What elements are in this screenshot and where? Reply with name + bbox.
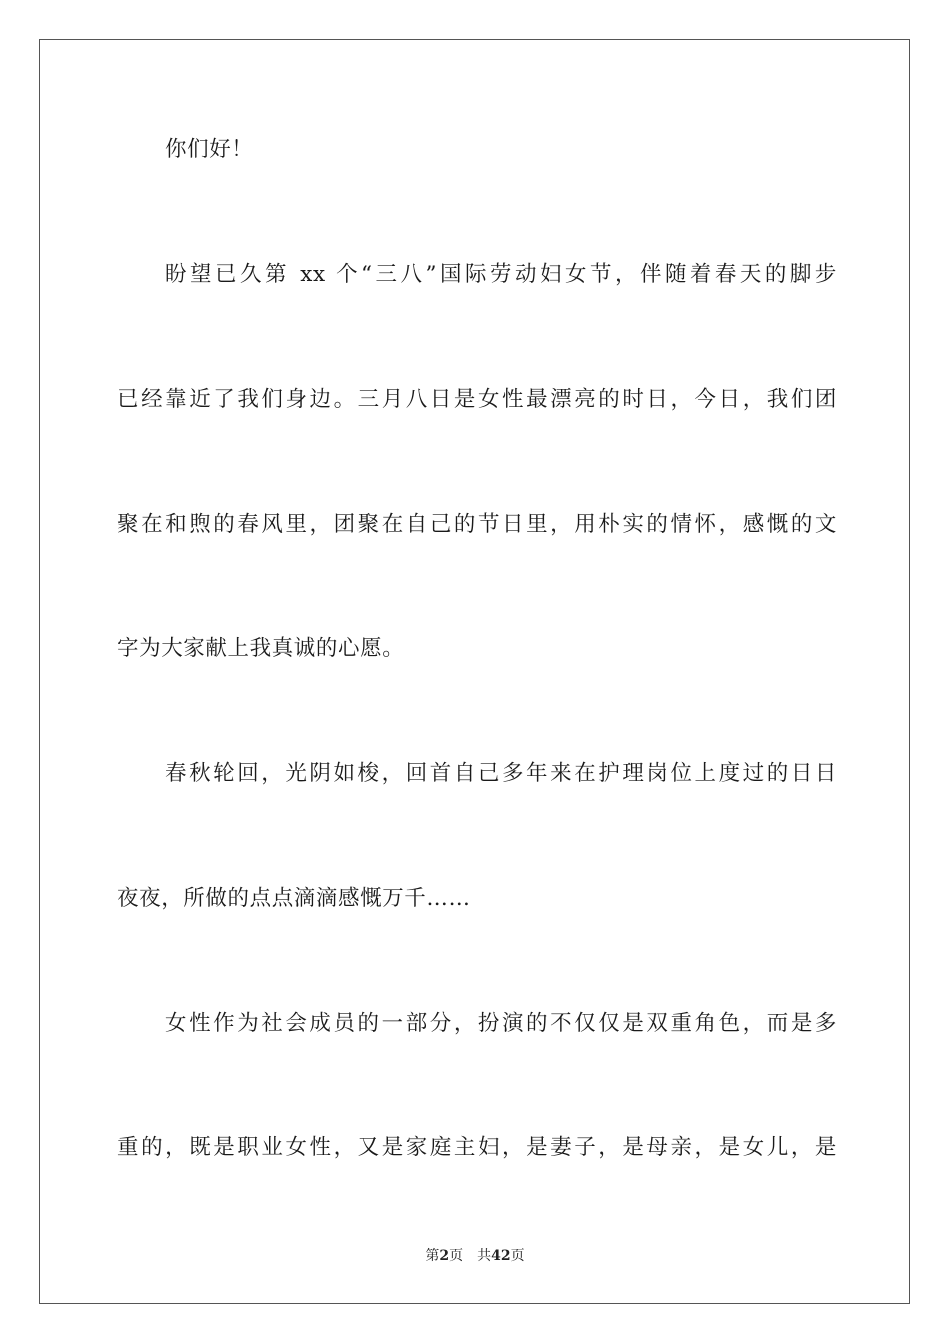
page-frame: [39, 39, 910, 1304]
footer-page-number: 2: [439, 1248, 450, 1264]
paragraph-3-line-1: 女性作为社会成员的一部分，扮演的不仅仅是双重角色，而是多: [165, 1011, 837, 1036]
paragraph-2-line-2: 夜夜，所做的点点滴滴感慨万千……: [117, 886, 471, 911]
paragraph-1-line-4: 字为大家献上我真诚的心愿。: [117, 636, 405, 661]
paragraph-2-line-1: 春秋轮回，光阴如梭，回首自己多年来在护理岗位上度过的日日: [165, 761, 837, 786]
paragraph-1-line-3: 聚在和煦的春风里，团聚在自己的节日里，用朴实的情怀，感慨的文: [117, 512, 837, 537]
paragraph-1-line-2: 已经靠近了我们身边。三月八日是女性最漂亮的时日，今日，我们团: [117, 387, 837, 412]
paragraph-1-line-1: 盼望已久第 xx 个“三八”国际劳动妇女节，伴随着春天的脚步: [165, 262, 837, 287]
footer-total-prefix: 共: [477, 1248, 492, 1264]
footer-page-suffix: 页: [449, 1248, 464, 1264]
footer-page-prefix: 第: [425, 1248, 440, 1264]
footer-total-suffix: 页: [510, 1248, 525, 1264]
page-footer: [0, 1246, 950, 1266]
paragraph-3-line-2: 重的，既是职业女性，又是家庭主妇，是妻子，是母亲，是女儿，是: [117, 1135, 837, 1160]
greeting-line: 你们好！: [165, 137, 254, 162]
footer-total-pages: 42: [491, 1248, 511, 1264]
